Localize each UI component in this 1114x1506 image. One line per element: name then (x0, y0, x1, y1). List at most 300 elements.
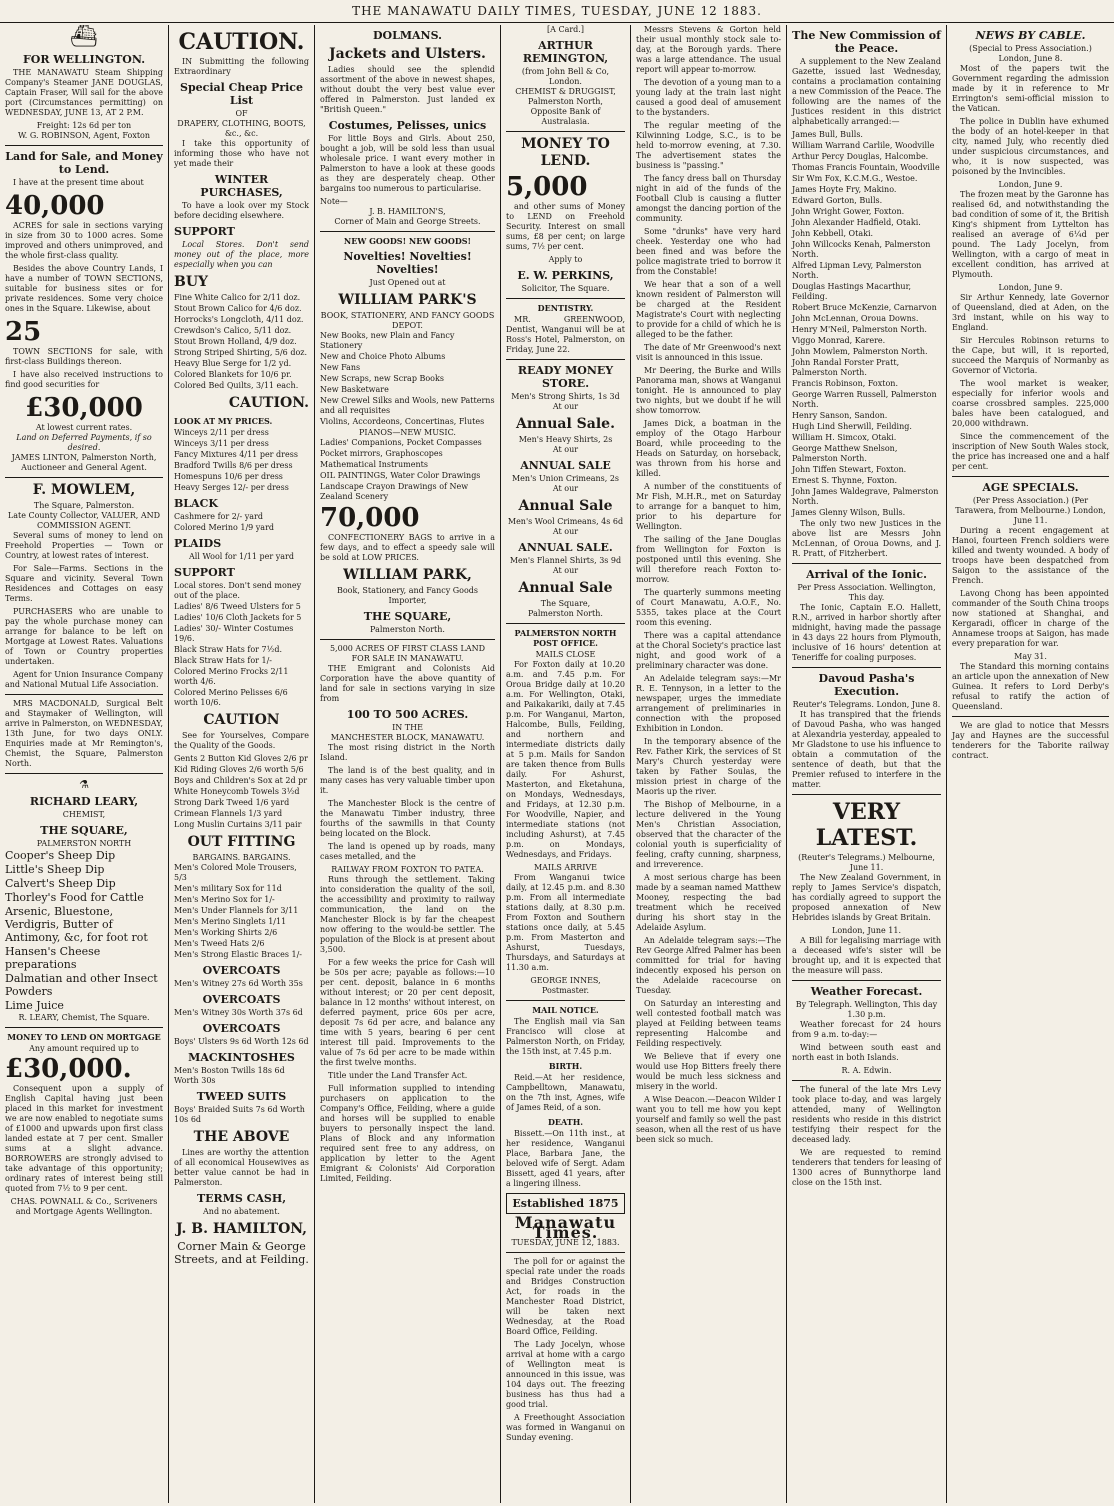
list-item: Colored Merino Pelisses 6/6 worth 10/6. (174, 688, 288, 707)
divider (952, 716, 1109, 717)
ad-text: To have a look over my Stock before deciding elsewhere. (174, 201, 309, 220)
ad-text: The Square, (540, 599, 591, 608)
list-item: Arsenic, Bluestone, Verdigris, Butter of Antimony, &c, for foot rot (5, 905, 148, 944)
article-dateline: (Per Press Association.) (Per Tarawera, from Melbourne.) London, June 11. (955, 496, 1106, 525)
list-item: John Wright Gower, Foxton. (792, 207, 905, 216)
ad-signature: GEORGE INNES, Postmaster. (530, 976, 601, 995)
ad-text: Freight: 12s 6d per ton (36, 121, 132, 130)
article-text: The New Zealand Government, in reply to James Service's dispatch, has cordially agreed to support the proposed annexation of New Hebrides islands by Great Britain. (792, 873, 941, 922)
price-list (174, 512, 309, 533)
ad-heading: TWEED SUITS (196, 1090, 287, 1103)
article-text: An Adelaide telegram says:—Mr R. E. Tennyson, in a letter to the newspaper, urges the immediate arrangement of preliminaries in connection with the proposed Exhibition in London. (636, 674, 781, 733)
ad-heading: BUY (174, 274, 209, 290)
list-item: Colored Merino 1/9 yard (174, 523, 275, 532)
article-heading: NEWS BY CABLE. (975, 29, 1086, 42)
ad-heading: Special Cheap Price List (180, 81, 303, 107)
ad-heading: NEW GOODS! NEW GOODS! (343, 236, 472, 246)
article-text: In the temporary absence of the Rev. Father Kirk, the services of St Mary's Church yesterday were taken by Father Soulas, the mission priest in charge of the Maoris up the river. (636, 737, 781, 796)
list-item: Thomas Francis Fountain, Woodville (792, 163, 940, 172)
list-item: Little's Sheep Dip (5, 863, 105, 876)
list-item: James Glenny Wilson, Bulls. (792, 508, 906, 517)
article-text: We are glad to notice that Messrs Jay and Haynes are the successful tenderers for the Taborite railway contract. (952, 721, 1109, 760)
list-item: Sir Wm Fox, K.C.M.G., Westoe. (792, 174, 918, 183)
ad-text: Men's Heavy Shirts, 2s (518, 435, 613, 444)
article-dateline: Reuter's Telegrams. London, June 8. (792, 700, 941, 709)
ad-text: Runs through the settlement. Taking into consideration the quality of the soil, the accessibility and proximity to railway communication, the land on the Manchester Block is by far the cheapest now offering to the would-be settler. The population of the Block is at present about 3,500. (320, 875, 495, 954)
article-text: The Standard this morning contains an article upon the annexation of New Guinea. It refers to Lord Derby's refusal to ratify the action of Queensland. (952, 662, 1109, 711)
ad-text: Reid.—At her residence, Campbelltown, Manawatu, on the 7th inst, Agnes, wife of James Reid, of a son. (506, 1073, 625, 1112)
ad-heading: FOR WELLINGTON. (22, 53, 146, 66)
ad-big-number: 25 (5, 317, 42, 347)
ad-text: At our (552, 527, 579, 536)
product-list (320, 438, 495, 502)
list-item: Heavy Blue Serge for 1/2 yd. (174, 359, 292, 368)
ad-text: Corner Main & George (177, 1240, 306, 1253)
ad-text: PALMERSTON NORTH (36, 839, 132, 848)
ad-text: Several sums of money to lend on Freehold Properties — Town or Country, at lowest rates of interest. (5, 531, 163, 560)
ad-text: For Foxton daily at 10.20 a.m. and 7.45 p.m. For Oroua Bridge daily at 10.20 a.m. For Wellington, Otaki, and Paikakariki, daily at 7.45 p.m. For Wanganui, Marton, Halcombe, Bulls, Feilding, and northern and intermediate districts daily at 5 p.m. Mails for Sandon are taken thence from Bulls daily. For Ashurst, Masterton, and Eketahuna, on Mondays, Wednesdays, and Fridays, at 12.30 p.m. For Woodville, Napier, and intermediate stations (not including Ashurst), at 7.45 p.m. on Mondays, Wednesdays, and Fridays. (506, 660, 625, 859)
ad-text: Land on Deferred Payments, if so desired. (16, 433, 152, 452)
ad-heading: Land for Sale, and Money to Lend. (5, 150, 163, 176)
ad-text: Just Opened out at (369, 278, 446, 287)
masthead: THE MANAWATU DAILY TIMES, TUESDAY, JUNE 12 1883. (0, 0, 1114, 23)
ad-text: Streets, and at Feilding. (174, 1253, 309, 1266)
ad-text: And no abatement. (203, 1207, 280, 1216)
ad-text: Men's Union Crimeans, 2s (511, 474, 620, 483)
list-item: John Kebbell, Otaki. (792, 229, 874, 238)
article-text: Wind between south east and north east in both Islands. (792, 1043, 941, 1062)
ad-heading: DENTISTRY. (537, 303, 594, 313)
ad-heading: TERMS CASH, (196, 1192, 287, 1205)
ad-heading: SUPPORT (174, 566, 235, 579)
list-item: Kid Riding Gloves 2/6 worth 5/6 (174, 765, 304, 774)
ad-text: MAILS ARRIVE (533, 863, 598, 872)
article-text: The devotion of a young man to a young lady at the train last night caused a good deal of amusement to the bystanders. (636, 78, 781, 117)
article-text: The Bishop of Melbourne, in a lecture delivered in the Young Men's Christian Association, observed that the character of the colonial youth is superficiality of feeling, crafty cunning, sharpness, and irreverence. (636, 800, 781, 869)
list-item: New Crewel Silks and Wools, new Patterns and all requisites (320, 396, 495, 415)
article-dateline: Per Press Association. Wellington, This day. (797, 583, 936, 602)
list-item: Thorley's Food for Cattle (5, 891, 144, 904)
list-item: Men's Under Flannels for 3/11 (174, 906, 299, 915)
divider (506, 131, 625, 132)
list-item: Ladies' 30/- Winter Costumes 19/6. (174, 624, 294, 643)
ad-heading: THE SQUARE, (363, 610, 452, 623)
ad-heading: BLACK (174, 497, 218, 510)
ad-big-number: £30,000. (5, 1054, 132, 1084)
article-text: Most of the papers twit the Government regarding the admission made by it in reference to Mr Errington's semi-official mission to the Vatican. (952, 64, 1109, 113)
ad-text: DRAPERY, CLOTHING, BOOTS, &c., &c. (177, 119, 306, 138)
divider (506, 298, 625, 299)
ad-text: Boys' Braided Suits 7s 6d Worth 10s 6d (174, 1105, 305, 1124)
list-item: Colored Blankets for 10/6 pr. (174, 370, 292, 379)
ad-text: Apply to (548, 255, 583, 264)
article-heading: AGE SPECIALS. (982, 481, 1079, 494)
ad-heading: RICHARD LEARY, (29, 795, 139, 808)
article-dateline: (Reuter's Telegrams.) Melbourne, June 11. (798, 853, 935, 872)
ad-heading: OUT FITTING (187, 834, 296, 850)
divider (792, 980, 941, 981)
divider (792, 1080, 941, 1081)
list-item: John Willcocks Kenah, Palmerston North. (792, 240, 931, 259)
ad-heading: Annual Sale. (516, 416, 615, 432)
article-heading: Weather Forecast. (810, 985, 923, 998)
ad-heading: PLAIDS (174, 537, 222, 550)
list-item: Calvert's Sheep Dip (5, 877, 116, 890)
list-item: William H. Simcox, Otaki. (792, 433, 897, 442)
list-item: Bradford Twills 8/6 per dress (174, 461, 293, 470)
ad-heading: SUPPORT (174, 225, 235, 238)
ad-text: The most rising district in the North Island. (320, 743, 495, 762)
ad-text: Lines are worthy the attention of all economical Housewives as better value cannot be had in Palmerston. (174, 1148, 309, 1187)
ad-text: THE MANAWATU Steam Shipping Company's Steamer JANE DOUGLAS, Captain Fraser, Will sail for the above port (Circumstances permitting) on WEDNESDAY, JUNE 13, AT 2 P.M. (5, 68, 163, 117)
ad-text: For Sale—Farms. Sections in the Square and vicinity. Several Town Residences and Cottages on easy Terms. (5, 564, 163, 603)
article-text: We are requested to remind tenderers that tenders for leasing of 1300 acres of Bunnythorpe land close on the 15th inst. (792, 1148, 941, 1187)
ad-text: BOOK, STATIONERY, AND FANCY GOODS DEPOT. (320, 311, 495, 330)
list-item: John Randal Forster Pratt, Palmerston North. (792, 358, 900, 377)
ad-text: Men's Strong Shirts, 1s 3d (511, 392, 620, 401)
list-item: John Mowlem, Palmerston North. (792, 347, 928, 356)
ad-text: I have also received instructions to find good securities for (5, 370, 163, 389)
list-item: James Hoyte Fry, Makino. (792, 185, 897, 194)
ad-heading: BIRTH. (548, 1061, 583, 1071)
price-list (174, 428, 309, 493)
ad-heading: PALMERSTON NORTH POST OFFICE. (514, 628, 617, 648)
list-item: Hansen's Cheese preparations (5, 945, 101, 971)
ad-big-number: 70,000 (320, 503, 420, 533)
article-dateline: May 31. (1014, 652, 1047, 661)
ad-text: Palmerston North. (528, 609, 603, 618)
article-text: A most serious charge has been made by a seaman named Matthew Mooney, respecting the bad treatment which he received during his short stay in the Adelaide Asylum. (636, 873, 781, 932)
divider (5, 145, 163, 146)
ad-text: MAILS CLOSE (535, 650, 596, 659)
list-item: Gents 2 Button Kid Gloves 2/6 pr (174, 754, 308, 763)
ad-text: CHEMIST & DRUGGIST, (515, 87, 616, 96)
list-item: Men's Strong Elastic Braces 1/- (174, 950, 302, 959)
ad-text: Book, Stationery, and Fancy Goods Importer, (336, 586, 479, 605)
list-item: Pocket mirrors, Graphoscopes (320, 449, 443, 458)
list-item: Men's Working Shirts 2/6 (174, 928, 278, 937)
list-item: New Scraps, new Scrap Books (320, 374, 444, 383)
price-list (174, 581, 309, 708)
ad-text: All Wool for 1/11 per yard (189, 552, 294, 561)
divider (792, 667, 941, 668)
ad-heading: Costumes, Pelisses, unics (328, 119, 487, 132)
ad-signature: J. B. HAMILTON'S, (369, 207, 446, 216)
ad-text: PIANOS—NEW MUSIC. (359, 428, 456, 437)
ad-text: I have at the present time about (13, 178, 144, 187)
ad-text: Corner of Main and George Streets. (334, 217, 481, 226)
column-6 (786, 25, 946, 1503)
ad-heading: DEATH. (547, 1117, 584, 1127)
article-dateline: London, June 9. (998, 180, 1063, 189)
article-text: A Freethought Association was formed in Wanganui on Sunday evening. (506, 1413, 625, 1442)
article-text: The quarterly summons meeting of Court Manawatu, A.O.F., No. 5355, takes place at the Court room this evening. (636, 588, 781, 627)
issue-date: TUESDAY, JUNE 12, 1883. (511, 1238, 620, 1247)
divider (792, 794, 941, 795)
ad-text: Consequent upon a supply of English Capital having just been placed in this market for investment we are now enabled to negotiate sums of £1000 and upwards upon first class landed estate at 7 per cent. Smaller sums at a slight advance. BORROWERS are strongly advised to take advantage of this opportunity; ordinary rates of interest being still quoted from 7½ to 9 per cent. (5, 1084, 163, 1193)
divider (320, 639, 495, 640)
price-list (174, 293, 309, 391)
list-item: John Alexander Hadfield, Otaki. (792, 218, 921, 227)
list-item: Winceys 2/11 per dress (174, 428, 269, 437)
ad-heading: 5,000 ACRES OF FIRST CLASS LAND FOR SALE IN MANAWATU. (329, 644, 486, 663)
list-item: Henry Sanson, Sandon. (792, 411, 888, 420)
article-text: The Lady Jocelyn, whose arrival at home with a cargo of Wellington meat is announced in this issue, was 104 days out. The freezing business has thus had a good trial. (506, 1340, 625, 1409)
list-item: Cashmere for 2/- yard (174, 512, 263, 521)
article-text: The poll for or against the special rate under the roads and Bridges Construction Act, for roads in the Manchester Road District, will be taken next Wednesday, at the Road Board Office, Feilding. (506, 1257, 625, 1336)
divider (5, 773, 163, 774)
ad-text: Title under the Land Transfer Act. (328, 1071, 468, 1080)
ad-heading: Annual Sale (518, 580, 613, 596)
ad-heading: CAUTION (203, 712, 280, 728)
ad-text: At our (552, 484, 579, 493)
ad-text: The English mail via San Francisco will close at Palmerston North, on Friday, the 15th inst, at 7.45 p.m. (506, 1017, 625, 1056)
ad-heading: OVERCOATS (202, 993, 281, 1006)
article-text: The sailing of the Jane Douglas from Wellington for Foxton is postponed until this evening. She will therefore reach Foxton to-morrow. (636, 535, 781, 584)
ad-text: Late County Collector, VALUER, AND COMMISSION AGENT. (7, 511, 161, 530)
ad-heading: J. B. HAMILTON, (175, 1221, 308, 1237)
article-text: The police in Dublin have exhumed the body of an hotel-keeper in that city, named July, who recently died under suspicious circumstances, and who, it is now suspected, was poisoned by the Invincibles. (952, 117, 1109, 176)
ad-text: For a few weeks the price for Cash will be 50s per acre; payable as follows:—10 per cent. deposit, balance in 6 months without interest; or 20 per cent deposit, balance in 12 months' without interest, on deferred payment, price 60s per acre, deposit 7s 6d per acre, and balance any time with 5 years, bearing 6 per cent interest till paid. Improvements to the value of 7s 6d per acre to be made within the first twelve months. (320, 958, 495, 1067)
list-item: Ladies' Companions, Pocket Compasses (320, 438, 482, 447)
ad-heading: THE SQUARE, (40, 824, 128, 837)
ad-heading: E. W. PERKINS, (517, 269, 614, 282)
article-text: A Wise Deacon.—Deacon Wilder I want you to tell me how you kept yourself and family so well the past season, when all the rest of us have been sick so much. (636, 1095, 781, 1144)
list-item: Strong Striped Shirting, 5/6 doz. (174, 348, 308, 357)
ad-heading: CAUTION. (178, 29, 305, 55)
article-text: An Adelaide telegram says:—The Rev George Alfred Palmer has been committed for trial for having indecently exposed his person on the Adelaide racecourse on Tuesday. (636, 936, 781, 995)
ad-text: At our (552, 566, 579, 575)
ad-text: Local Stores. Don't send money out of the place, more especially when you can (174, 240, 309, 269)
ad-text: The Square, Palmerston. (33, 501, 135, 510)
ad-text: Opposite Bank of Australasia. (530, 107, 601, 126)
ad-heading: WILLIAM PARK'S (338, 292, 477, 308)
list-item: Men's Tweed Hats 2/6 (174, 939, 265, 948)
ad-text: The Manchester Block is the centre of the Manawatu Timber industry, three fourths of the sawmills in that County being located on the Block. (320, 799, 495, 838)
ad-heading: CAUTION. (228, 395, 309, 411)
list-item: Cooper's Sheep Dip (5, 849, 116, 862)
list-item: Fancy Mixtures 4/11 per dress (174, 450, 298, 459)
ad-text: Any amount required up to (29, 1044, 139, 1053)
list-item: Strong Dark Tweed 1/6 yard (174, 798, 290, 807)
list-item: Viggo Monrad, Karere. (792, 336, 886, 345)
ad-text: BARGAINS. BARGAINS. (192, 853, 291, 862)
ad-text: Bissett.—On 11th inst., at her residence, Wanganui Place, Barbara Jane, the beloved wife of Sergt. Adam Bissett, aged 41 years, after a lingering illness. (506, 1129, 625, 1188)
article-text: Sir Hercules Robinson returns to the Cape, but will, it is reported, succeed the Marquis of Normanby as Governor of Victoria. (952, 336, 1109, 375)
article-text: Since the commencement of the inscription of New South Wales stock, the price has increased one and a half per cent. (952, 432, 1109, 471)
list-item: Hugh Lind Sherwill, Feilding. (792, 422, 912, 431)
ad-heading: DOLMANS. (372, 29, 442, 42)
ad-text: The land is opened up by roads, many cases metalled, and the (320, 842, 495, 861)
ad-text: MR. GREENWOOD, Dentist, Wanganui will be at Ross's Hotel, Palmerston, on Friday, June 22. (506, 315, 625, 354)
list-item: Colored Merino Frocks 2/11 worth 4/6. (174, 667, 289, 686)
list-item: Francis Robinson, Foxton. (792, 379, 898, 388)
article-dateline: London, June 11. (832, 926, 901, 935)
list-item: George Warren Russell, Palmerston North. (792, 390, 937, 409)
price-list (174, 863, 309, 960)
ad-heading: RAILWAY FROM FOXTON TO PATEA. (331, 865, 484, 874)
ad-text: (from John Bell & Co, London. (521, 67, 610, 86)
list-item: Robert Bruce McKenzie, Carnarvon (792, 303, 937, 312)
column-5 (630, 25, 786, 1503)
ad-text: I take this opportunity of informing those who have not yet made their (174, 139, 309, 168)
list-item: Local stores. Don't send money out of the place. (174, 581, 302, 600)
ad-text: Agent for Union Insurance Company and National Mutual Life Association. (5, 670, 163, 689)
ad-signature: JAMES LINTON, Palmerston North, Auctioneer and General Agent. (11, 453, 157, 472)
ad-text: Men's Wool Crimeans, 4s 6d (507, 517, 624, 526)
article-text: The funeral of the late Mrs Levy took place to-day, and was largely attended, many of Wellington residents who reside in this district testifying their respect for the deceased lady. (792, 1085, 941, 1144)
article-text: We Believe that if every one would use Hop Bitters freely there would be much less sickness and misery in the world. (636, 1052, 781, 1091)
list-item: Fine White Calico for 2/11 doz. (174, 293, 301, 302)
ad-heading: MONEY TO LEND. (521, 136, 610, 169)
article-text: On Saturday an interesting and well contested football match was played at Feilding between teams representing Halcombe and Feilding respectively. (636, 999, 781, 1048)
ad-text: Solicitor, The Square. (521, 284, 610, 293)
column-3 (314, 25, 500, 1503)
ad-text: [A Card.] (547, 25, 584, 34)
article-text: The only two new Justices in the above list are Messrs John McLennan, of Oroua Downs, and J. R. Pratt, of Fitzherbert. (792, 519, 941, 558)
article-text: The date of Mr Greenwood's next visit is announced in this issue. (636, 343, 781, 362)
list-item: Black Straw Hats for 7½d. (174, 645, 283, 654)
list-item: Boys and Children's Sox at 2d pr (174, 776, 308, 785)
list-item: Arthur Percy Douglas, Halcombe. (792, 152, 929, 161)
justices-list (792, 130, 941, 518)
list-item: Mathematical Instruments (320, 460, 428, 469)
ad-text: For little Boys and Girls. About 250, bought a job, will be sold less than usual wholesale price. I want every mother in Palmerston to have a look at these goods as they are desperately cheap. Other bargains too numerous to particularise. (320, 134, 495, 193)
ad-heading: Novelties! Novelties! Novelties! (343, 250, 472, 276)
ad-text: MANCHESTER BLOCK, MANAWATU. (330, 733, 485, 742)
article-text: There was a capital attendance at the Choral Society's practice last night, and good work of a preliminary character was done. (636, 631, 781, 670)
ad-signature: R. LEARY, Chemist, The Square. (18, 1013, 150, 1022)
ad-text: Ladies should see the splendid assortment of the above in newest shapes, without doubt the very best value ever offered in Palmerston. Just landed ex "British Queen." (320, 65, 495, 114)
article-heading: Davoud Pasha's Execution. (818, 672, 915, 698)
steamer-icon: ⛴ (70, 25, 98, 49)
article-text: It has transpired that the friends of Davoud Pasha, who was hanged at Alexandria yesterday, appealed to Mr Gladstone to use his influence to obtain a commutation of the sentence of death, but that the Premier refused to interfere in the matter. (792, 710, 941, 789)
list-item: Violins, Accordeons, Concertinas, Flutes (320, 417, 485, 426)
article-heading: The New Commission of the Peace. (792, 29, 941, 55)
list-item: Men's Merino Singlets 1/11 (174, 917, 287, 926)
article-text: The frozen meat by the Garonne has realised 6d, and notwithstanding the bad condition of some of it, the British King's shipment from Lyttelton has realised an average of 6¼d per pound. The Lady Jocelyn, from Wellington, with a cargo of meat in excellent condition, has arrived at Plymouth. (952, 190, 1109, 279)
list-item: OIL PAINTINGS, Water Color Drawings (320, 471, 481, 480)
ad-text: Men's Boston Twills 18s 6d Worth 30s (174, 1066, 285, 1085)
ad-text: Note— (320, 197, 348, 206)
article-text: The Ionic, Captain E.O. Hallett, R.N., arrived in harbor shortly after midnight, having made the passage in 43 days 22 hours from Plymouth, inclusive of 16 hours' detention at Teneriffe for coaling purposes. (792, 603, 941, 662)
ad-text: At our (552, 445, 579, 454)
list-item: New Fans (320, 363, 361, 372)
divider (506, 359, 625, 360)
ad-text: Men's Witney 30s Worth 37s 6d (174, 1008, 303, 1017)
article-signature: R. A. Edwin. (841, 1066, 892, 1075)
ad-text: THE Emigrant and Colonists Aid Corporation have the above quantity of land for sale in sections varying in size from (320, 664, 495, 703)
list-item: Men's military Sox for 11d (174, 884, 282, 893)
ad-text: Boys' Ulsters 9s 6d Worth 12s 6d (174, 1037, 309, 1046)
article-text: Mr Deering, the Burke and Wills Panorama man, shows at Wanganui tonight. He is announced to play two nights, but we doubt if he will show tomorrow. (636, 366, 781, 415)
ad-heading: MONEY TO LEND ON MORTGAGE (7, 1032, 161, 1042)
divider (5, 694, 163, 695)
article-text: James Dick, a boatman in the employ of the Otago Harbour Board, while proceeding to the Heads on Saturday, on horseback, was thrown from his horse and killed. (636, 419, 781, 478)
list-item: Henry M'Neil, Palmerston North. (792, 325, 927, 334)
list-item: William Warrand Carlile, Woodville (792, 141, 935, 150)
ad-heading: WINTER PURCHASES, (200, 173, 283, 199)
list-item: Dalmatian and other Insect Powders (5, 972, 158, 998)
ad-text: IN Submitting the following Extraordinary (174, 57, 309, 76)
divider (952, 476, 1109, 477)
list-item: Douglas Hastings Macarthur, Feilding. (792, 282, 912, 301)
list-item: Ladies' 10/6 Cloth Jackets for 5 (174, 613, 302, 622)
ad-text: Men's Witney 27s 6d Worth 35s (174, 979, 303, 988)
ad-big-number: £30,000 (25, 393, 143, 423)
article-dateline: London, June 9. (998, 283, 1063, 292)
column-7 (946, 25, 1114, 1503)
ad-text: Full information supplied to intending purchasers on application to the Company's Office, Feilding, where a guide and horses will be supplied to enable buyers to personally inspect the land. Plans of Block and any information required sent free to any address, on application by letter to the Agent Emigrant & Colonists' Aid Corporation Limited, Feilding. (320, 1084, 495, 1183)
paper-title: Manawatu Times. (514, 1213, 617, 1242)
list-item: Winceys 3/11 per dress (174, 439, 269, 448)
divider (506, 1000, 625, 1001)
ad-heading: THE ABOVE (193, 1129, 290, 1145)
ad-heading: ANNUAL SALE. (518, 541, 613, 554)
ad-text: CONFECTIONERY BAGS to arrive in a few days, and to effect a speedy sale will be sold at LOW PRICES. (320, 533, 495, 562)
article-dateline: By Telegraph. Wellington, This day 1.30 p.m. (795, 1000, 938, 1019)
divider (5, 477, 163, 478)
product-list (320, 331, 495, 427)
list-item: John McLennan, Oroua Downs. (792, 314, 919, 323)
article-text: Some "drunks" have very hard cheek. Yesterday one who had been fined and was before the police magistrate tried to borrow it from the Constable! (636, 227, 781, 276)
divider (792, 563, 941, 564)
ad-heading: Annual Sale (518, 498, 613, 514)
divider (5, 1027, 163, 1028)
ad-text: Palmerston North. (370, 625, 445, 634)
column-2 (168, 25, 314, 1503)
ad-text: At lowest current rates. (35, 423, 133, 432)
list-item: Heavy Serges 12/- per dress (174, 483, 289, 492)
article-text: The wool market is weaker, especially for inferior wools and coarse crossbred samples. 225,000 bales have been catalogued, and 20,000 withdrawn. (952, 379, 1109, 428)
ad-heading: LOOK AT MY PRICES. (174, 416, 273, 426)
article-text: Messrs Stevens & Gorton held their usual monthly stock sale to-day, at the Borough yards. There was a large attendance. The usual report will appear to-morrow. (636, 25, 781, 74)
ad-heading: MACKINTOSHES (188, 1051, 295, 1064)
list-item: Colored Bed Quilts, 3/11 each. (174, 381, 299, 390)
article-text: A Bill for legalising marriage with a deceased wife's sister will be brought up, and it is expected that the measure will pass. (792, 936, 941, 975)
ad-text: and other sums of Money to LEND on Freehold Security. Interest on small sums, £8 per cent; on large sums, 7½ per cent. (506, 202, 625, 251)
ad-big-number: 5,000 (506, 172, 588, 202)
list-item: Men's Colored Mole Trousers, 5/3 (174, 863, 297, 882)
ad-text: The land is of the best quality, and in many cases has very valuable timber upon it. (320, 766, 495, 795)
list-item: Stout Brown Holland, 4/9 doz. (174, 337, 297, 346)
ad-text: Men's Flannel Shirts, 3s 9d (509, 556, 622, 565)
article-heading: VERY LATEST. (815, 799, 918, 851)
ad-text: CHEMIST, (62, 810, 106, 819)
list-item: John Tiffen Stewart, Foxton. (792, 465, 907, 474)
list-item: New Basketware (320, 385, 389, 394)
article-text: The regular meeting of the Kilwinning Lodge, S.C., is to be held to-morrow evening, at 7.30. The advertisement states the business is "passing." (636, 121, 781, 170)
article-text: The fancy dress ball on Thursday night in aid of the funds of the Football Club is causing a flutter amongst the dancing portion of the community. (636, 174, 781, 223)
article-dateline: (Special to Press Association.) London, June 8. (969, 44, 1092, 63)
ad-heading: OVERCOATS (202, 1022, 281, 1035)
divider (506, 623, 625, 624)
list-item: White Honeycomb Towels 3½d (174, 787, 300, 796)
article-text: A supplement to the New Zealand Gazette, issued last Wednesday, contains a proclamation containing a new Commission of the Peace. The following are the names of the Justices resident in this district alphabetically arranged:— (792, 57, 941, 126)
product-list (5, 849, 163, 1012)
list-item: Edward Gorton, Bulls. (792, 196, 883, 205)
list-item: New and Choice Photo Albums (320, 352, 446, 361)
ad-heading: ANNUAL SALE (520, 459, 611, 472)
ad-heading: F. MOWLEM, (32, 482, 136, 498)
ad-heading: ARTHUR REMINGTON, (522, 39, 609, 65)
ad-heading: Jackets and Ulsters. (329, 46, 486, 62)
list-item: Ladies' 8/6 Tweed Ulsters for 5 (174, 602, 301, 611)
list-item: Black Straw Hats for 1/- (174, 656, 272, 665)
article-heading: Arrival of the Ionic. (806, 568, 927, 581)
ad-signature: CHAS. POWNALL & Co., Scriveners and Mortgage Agents Wellington. (10, 1197, 158, 1216)
ad-heading: MAIL NOTICE. (532, 1005, 599, 1015)
